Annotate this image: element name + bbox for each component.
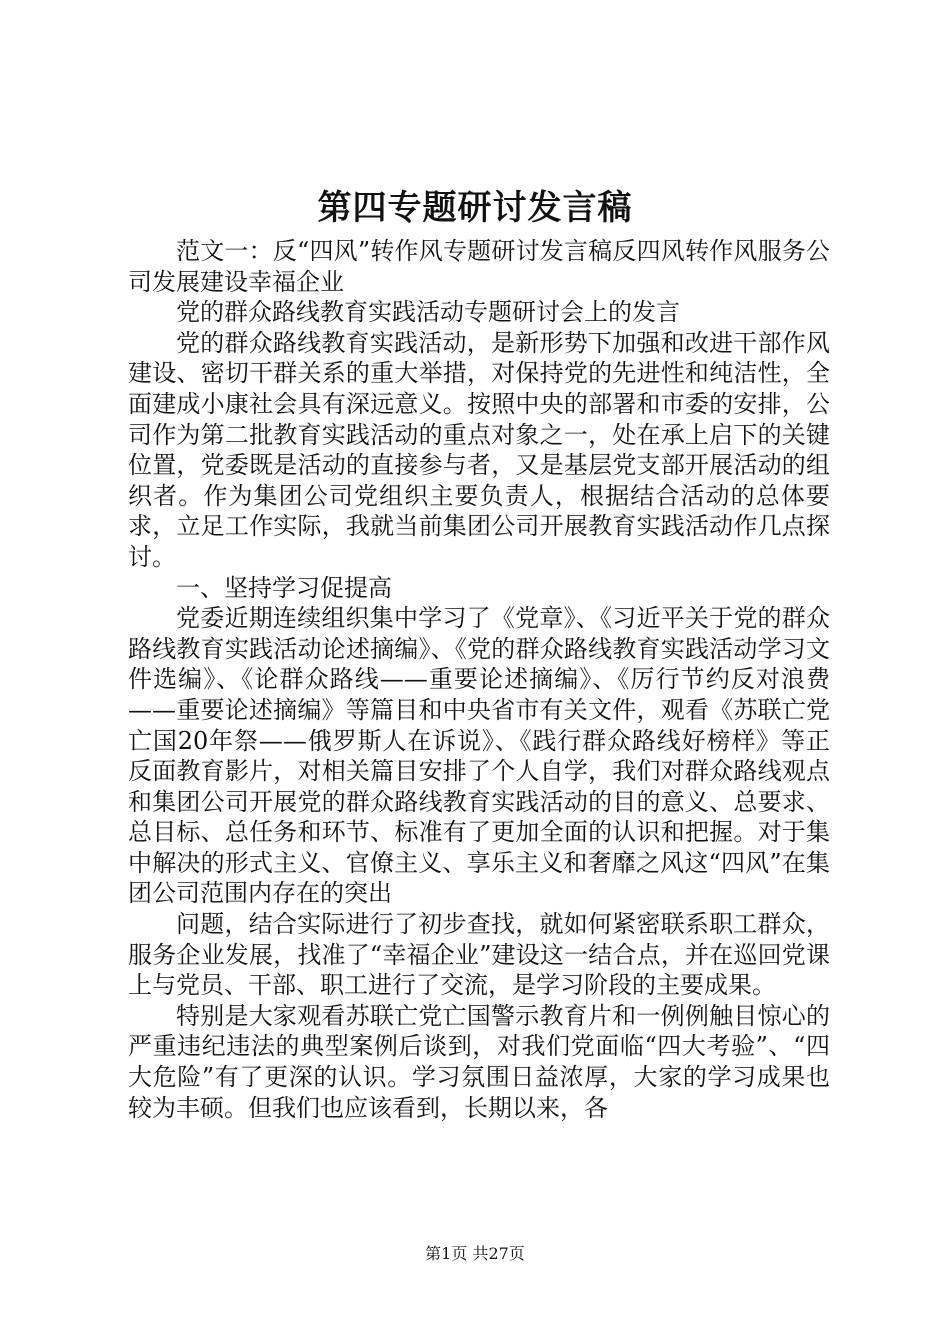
- paragraph-4-heading: 一、坚持学习促提高: [176, 573, 392, 602]
- document-body: [128, 236, 830, 1123]
- paragraph-1: 范文一：反“四风”转作风专题研讨发言稿反四风转作风服务公司发展建设幸福企业: [128, 237, 830, 296]
- page-footer: 第1页 共27页: [425, 1244, 525, 1263]
- document-title: 第四专题研讨发言稿: [317, 188, 633, 228]
- paragraph-3: 党的群众路线教育实践活动，是新形势下加强和改进干部作风建设、密切干群关系的重大举措，对保持党的先进性和纯洁性，全面建成小康社会具有深远意义。按照中央的部署和市委的安排，公司作为第二批教育实践活动的重点对象之一，处在承上启下的关键位置，党委既是活动的直接参与者，又是基层党支部开展活动的组织者。作为集团公司党组织主要负责人，根据结合活动的总体要求，立足工作实际，我就当前集团公司开展教育实践活动作几点探讨。: [128, 328, 830, 571]
- paragraph-6: 问题，结合实际进行了初步查找，就如何紧密联系职工群众，服务企业发展，找准了“幸福企业”建设这一结合点，并在巡回党课上与党员、干部、职工进行了交流，是学习阶段的主要成果。: [128, 910, 830, 1000]
- paragraph-7: 特别是大家观看苏联亡党亡国警示教育片和一例例触目惊心的严重违纪违法的典型案例后谈到，对我们党面临“四大考验”、“四大危险”有了更深的认识。学习氛围日益浓厚，大家的学习成果也较为丰硕。但我们也应该看到，长期以来，各: [128, 1001, 830, 1122]
- paragraph-5: 党委近期连续组织集中学习了《党章》、《习近平关于党的群众路线教育实践活动论述摘编》、《党的群众路线教育实践活动学习文件选编》、《论群众路线——重要论述摘编》、《厉行节约反对浪费——重要论述摘编》等篇目和中央省市有关文件，观看《苏联亡党亡国20年祭——俄罗斯人在诉说》、《践行群众路线好榜样》等正反面教育影片，对相关篇目安排了个人自学，我们对群众路线观点和集团公司开展党的群众路线教育实践活动的目的意义、总要求、总目标、总任务和环节、标准有了更加全面的认识和把握。对于集中解决的形式主义、官僚主义、享乐主义和奢靡之风这“四风”在集团公司范围内存在的突出: [128, 604, 830, 908]
- paragraph-2: 党的群众路线教育实践活动专题研讨会上的发言: [176, 298, 680, 327]
